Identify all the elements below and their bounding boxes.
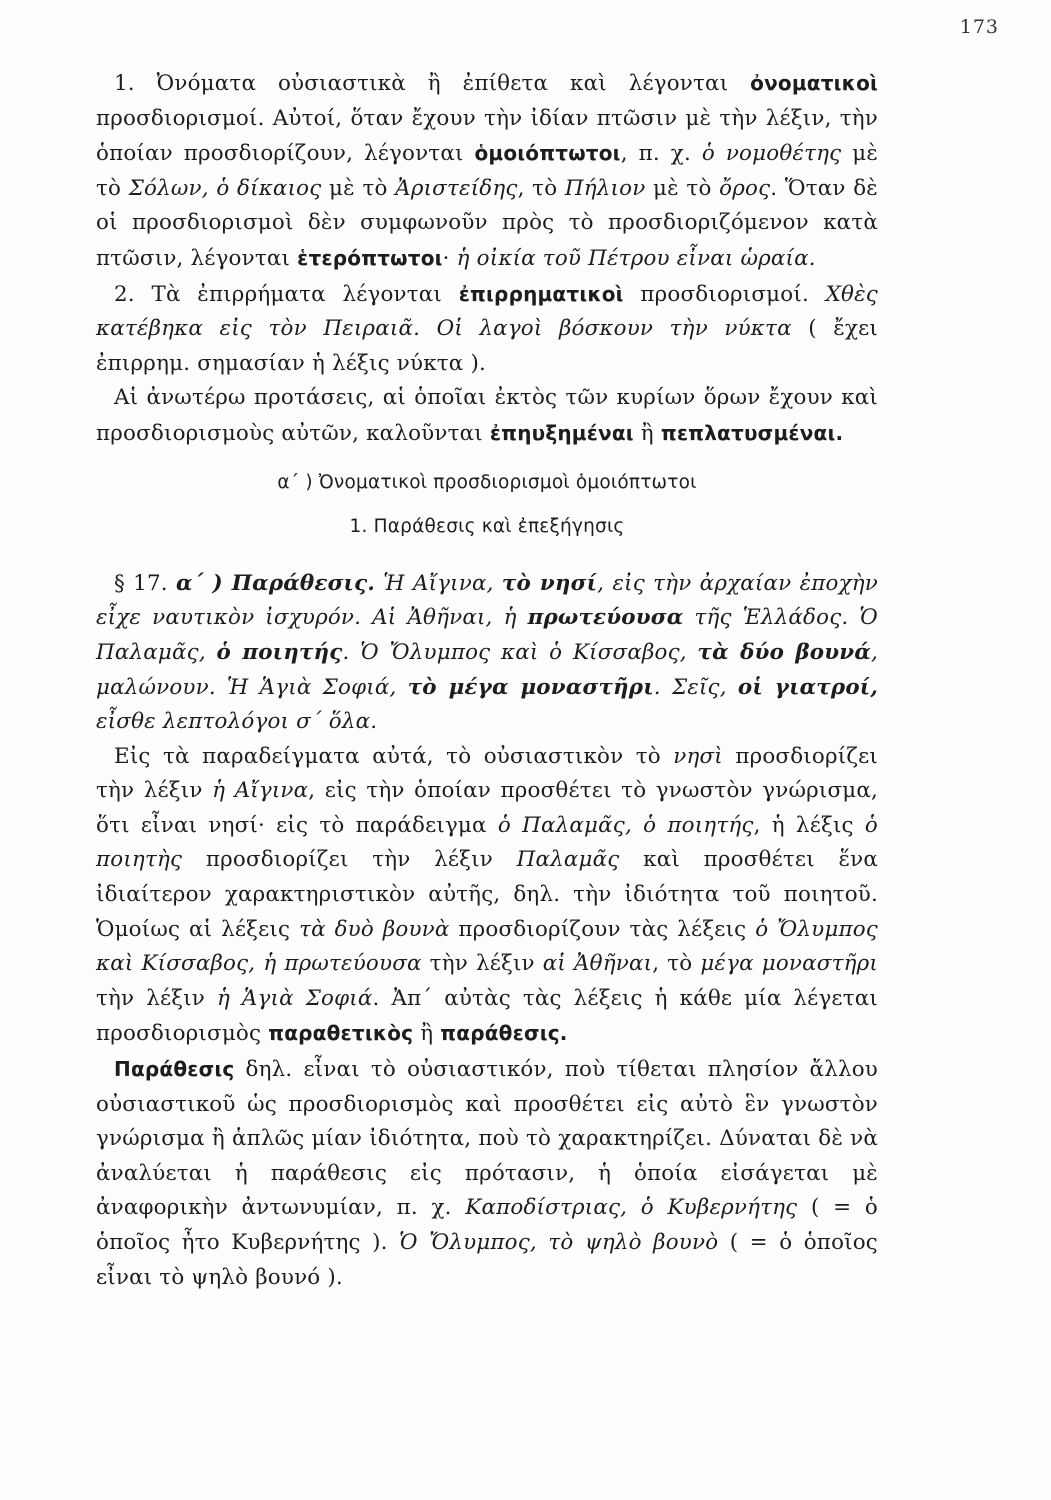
- example-italic: ὁ ποιητὴς: [96, 812, 878, 873]
- page-number: 173: [959, 16, 999, 38]
- example-italic: ὁ Ὄλυμπος καὶ Κίσσαβος, ἡ πρωτεύουσα: [96, 916, 878, 977]
- paragraph-nominal-modifiers: [96, 66, 878, 277]
- example-italic: , μαλώνουν. Ἡ Ἁγιὰ Σοφιά,: [96, 639, 879, 700]
- text-run: 1. Ὀνόματα οὐσιαστικὰ ἢ ἐπίθετα καὶ λέγονται: [114, 71, 751, 96]
- example-italic: αἱ Ἀθῆναι: [542, 951, 653, 977]
- example-italic: τῆς Ἑλλάδος. Ὁ Παλαμᾶς,: [96, 605, 878, 665]
- apposition-bold-italic: οἱ γιατροί,: [737, 674, 878, 700]
- text-run: . Ἀπ΄ αὐτὰς τὰς λέξεις ἡ κάθε μία λέγεται προσδιορισμὸς: [96, 985, 878, 1047]
- paragraph-section-17: [96, 567, 878, 740]
- text-run: ·: [442, 245, 457, 271]
- text-run: , τὸ: [652, 951, 701, 977]
- subsection-heading: 1. Παράθεσις καὶ ἐπεξήγησις: [349, 516, 625, 538]
- apposition-bold-italic: τὰ δύο βουνά: [697, 639, 872, 665]
- paragraph-definition: [96, 1052, 878, 1295]
- example-italic: Πήλιον: [564, 175, 646, 201]
- text-run: , εἰς τὴν ὁποίαν προσθέτει τὸ γνωστὸν γνώρισμα, ὅτι εἶναι νησί· εἰς τὸ παράδειγμα: [96, 778, 878, 838]
- text-run: προσδιορισμοί.: [623, 281, 826, 307]
- text-run: , π. χ.: [620, 141, 702, 167]
- section-title: α΄ ) Παράθεσις.: [176, 570, 375, 596]
- example-italic: Χθὲς κατέβηκα εἰς τὸν Πειραιᾶ. Οἱ λαγοὶ βόσκουν τὴν νύκτα: [96, 281, 878, 342]
- paragraph-adverbial-modifiers: [96, 277, 878, 382]
- term-bold: παραθετικὸς: [268, 1021, 414, 1046]
- text-run: , ἡ λέξις: [753, 812, 865, 838]
- example-italic: , εἰς τὴν ἀρχαίαν ἐποχὴν εἶχε ναυτικὸν ἰσχυρόν. Αἱ Ἀθῆναι, ἡ: [96, 570, 878, 631]
- paragraph-explanation: [96, 740, 878, 1052]
- text-run: προσδιορίζει τὴν λέξιν: [182, 847, 517, 873]
- example-italic: τὰ δυὸ βουνὰ: [299, 916, 450, 942]
- text-run: προσδιορισμοί. Αὐτοί, ὅταν ἔχουν τὴν ἰδίαν πτῶσιν μὲ τὴν λέξιν, τὴν ὁποίαν προσδιορίζουν, λέγονται: [96, 105, 878, 167]
- text-run: καὶ προσθέτει ἕνα ἰδιαίτερον χαρακτηριστικὸν αὐτῆς, δηλ. τὴν ἰδιότητα τοῦ ποιητοῦ. Ὁμοίως αἱ λέξεις: [96, 847, 878, 942]
- example-italic: Ἀριστείδης: [395, 175, 518, 201]
- example-italic: ὁ Παλαμᾶς, ὁ ποιητής: [497, 812, 754, 838]
- text-run: ἢ: [413, 1021, 441, 1047]
- text-run: ἢ: [633, 420, 661, 446]
- term-bold: Παράθεσις: [114, 1057, 235, 1082]
- page-body: [96, 66, 878, 1295]
- term-bold: ὀνοματικοὶ: [750, 71, 878, 95]
- text-run: Εἰς τὰ παραδείγματα αὐτά, τὸ οὐσιαστικὸν τὸ: [114, 743, 674, 769]
- term-bold: παράθεσις.: [440, 1021, 568, 1046]
- apposition-bold-italic: ὁ ποιητής: [216, 639, 343, 665]
- example-italic: νησὶ: [673, 743, 723, 769]
- term-bold: ἐπιρρηματικοὶ: [458, 281, 624, 306]
- example-italic: ἡ Ἁγιὰ Σοφιά: [216, 985, 373, 1011]
- text-run: δηλ. εἶναι τὸ οὐσιαστικόν, ποὺ τίθεται πλησίον ἄλλου οὐσιαστικοῦ ὡς προσδιορισμὸς καὶ προσθέτει εἰς αὐτὸ ἓν γνωστὸν γνώρισμα ἢ ἁπλῶς μίαν ἰδιότητα, ποὺ τὸ χαρακτηρίζει. Δύναται δὲ νὰ ἀναλύεται ἡ παράθεσις εἰς πρότασιν, ἡ ὁποία εἰσάγεται μὲ ἀναφορικὴν ἀντωνυμίαν, π. χ.: [96, 1057, 878, 1221]
- text-run: ( = ὁ ὁποῖος ἦτο Κυβερνήτης ).: [96, 1195, 878, 1255]
- example-italic: Παλαμᾶς: [516, 847, 620, 873]
- apposition-bold-italic: τὸ μέγα μοναστῆρι: [407, 674, 654, 700]
- section-heading: α΄ ) Ὀνοματικοὶ προσδιορισμοὶ ὁμοιόπτωτοι: [277, 471, 697, 493]
- example-italic: ὁ νομοθέτης: [701, 141, 842, 167]
- text-run: , τὸ: [517, 175, 565, 201]
- text-run: τὴν λέξιν: [421, 951, 543, 977]
- example-italic: Ἡ Αἴγινα,: [374, 570, 502, 596]
- example-italic: εἶσθε λεπτολόγοι σ΄ ὅλα.: [96, 709, 378, 735]
- example-italic: . Ὁ Ὄλυμπος καὶ ὁ Κίσσαβος,: [342, 639, 698, 665]
- example-italic: Καποδίστριας, ὁ Κυβερνήτης: [465, 1195, 798, 1221]
- text-run: . Ὅταν δὲ οἱ προσδιορισμοὶ δὲν συμφωνοῦν πρὸς τὸ προσδιοριζόμενον κατὰ πτῶσιν, λέγονται: [96, 175, 878, 271]
- section-number: § 17.: [114, 570, 177, 596]
- example-italic: ἡ Αἴγινα: [212, 778, 309, 804]
- text-run: μὲ τὸ: [645, 175, 720, 201]
- term-bold: πεπλατυσμέναι.: [660, 420, 844, 445]
- term-bold: ἑτερόπτωτοι: [297, 245, 443, 270]
- apposition-bold-italic: τὸ νησί: [501, 570, 598, 596]
- text-run: τὴν λέξιν: [96, 985, 217, 1011]
- text-run: 2. Τὰ ἐπιρρήματα λέγονται: [114, 281, 459, 307]
- text-run: Αἱ ἀνωτέρω προτάσεις, αἱ ὁποῖαι ἐκτὸς τῶν κυρίων ὅρων ἔχουν καὶ προσδιορισμοὺς αὐτῶν, καλοῦνται: [96, 385, 878, 446]
- text-run: μὲ τὸ: [96, 141, 879, 201]
- text-run: ( ἔχει ἐπιρρημ. σημασίαν ἡ λέξις νύκτα ).: [96, 316, 878, 376]
- example-italic: ἡ οἰκία τοῦ Πέτρου εἶναι ὡραία.: [456, 245, 816, 271]
- text-run: μὲ τὸ: [321, 175, 396, 201]
- term-bold: ὁμοιόπτωτοι: [474, 141, 621, 166]
- apposition-bold-italic: πρωτεύουσα: [527, 605, 684, 631]
- text-run: ( = ὁ ὁποῖος εἶναι τὸ ψηλὸ βουνό ).: [96, 1230, 878, 1290]
- term-bold: ἐπηυξημέναι: [489, 420, 634, 445]
- text-run: προσδιορίζει τὴν λέξιν: [96, 743, 878, 804]
- example-italic: Ὁ Ὄλυμπος, τὸ ψηλὸ βουνὸ: [399, 1230, 719, 1255]
- example-italic: . Σεῖς,: [653, 674, 738, 700]
- example-italic: μέγα μοναστῆρι: [700, 951, 878, 977]
- example-italic: ὄρος: [719, 175, 771, 201]
- example-italic: Σόλων, ὁ δίκαιος: [128, 175, 322, 201]
- paragraph-expanded-sentences: [96, 381, 878, 451]
- text-run: προσδιορίζουν τὰς λέξεις: [449, 916, 756, 942]
